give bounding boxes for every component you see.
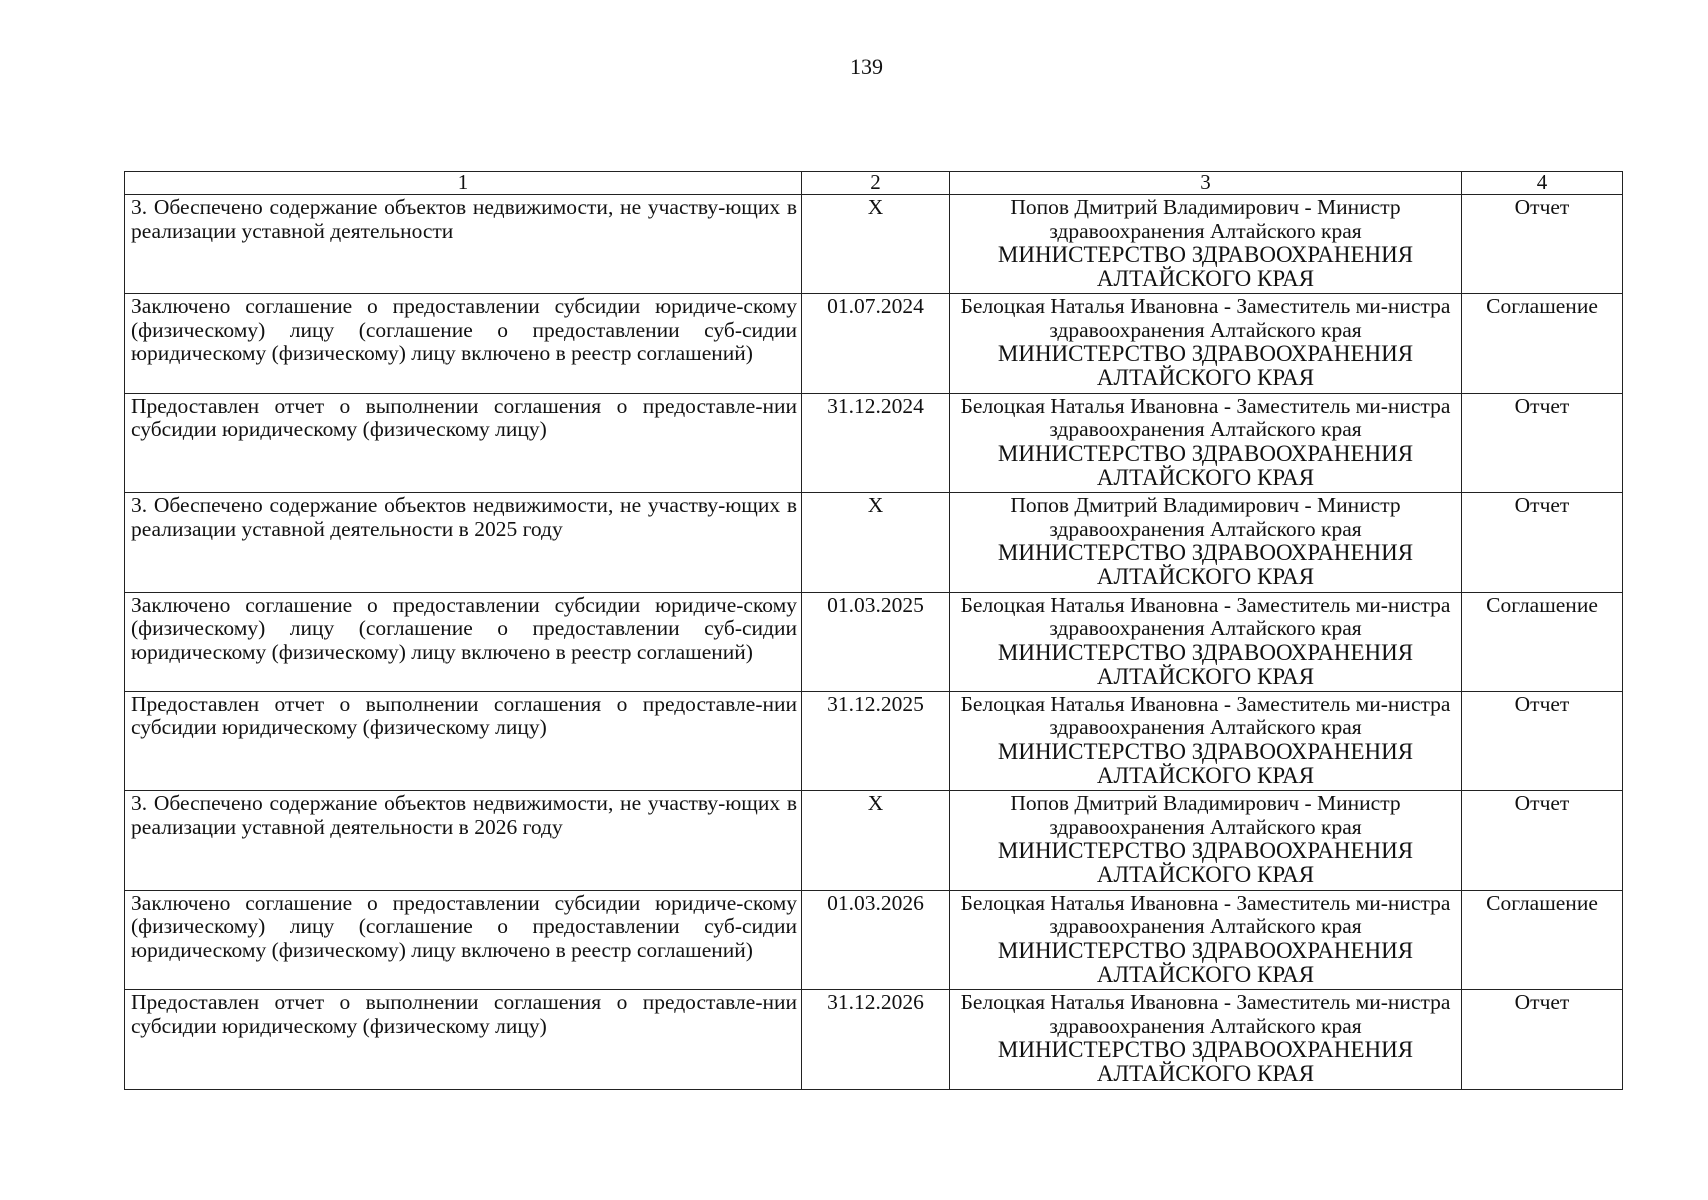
table-row <box>125 393 1623 492</box>
responsible-organization: МИНИСТЕРСТВО ЗДРАВООХРАНЕНИЯ АЛТАЙСКОГО КРАЯ <box>997 838 1414 888</box>
event-date: X <box>802 195 950 294</box>
event-description: Заключено соглашение о предоставлении субсидии юридиче-скому (физическому) лицу (соглашение о предоставлении суб-сидии юридическому (физическому) лицу включено в реестр соглашений) <box>125 890 802 989</box>
event-description: 3. Обеспечено содержание объектов недвижимости, не участву-ющих в реализации уставной деятельности в 2025 году <box>125 493 802 592</box>
responsible-cell <box>950 990 1462 1089</box>
event-date: 01.03.2026 <box>802 890 950 989</box>
event-description: Заключено соглашение о предоставлении субсидии юридиче-скому (физическому) лицу (соглашение о предоставлении суб-сидии юридическому (физическому) лицу включено в реестр соглашений) <box>125 592 802 691</box>
table-row <box>125 890 1623 989</box>
document-type: Отчет <box>1462 791 1623 890</box>
event-date: 31.12.2026 <box>802 990 950 1089</box>
responsible-person: Белоцкая Наталья Ивановна - Заместитель ми-нистра здравоохранения Алтайского края <box>960 393 1451 442</box>
table-row <box>125 990 1623 1089</box>
responsible-organization: МИНИСТЕРСТВО ЗДРАВООХРАНЕНИЯ АЛТАЙСКОГО КРАЯ <box>997 1037 1414 1087</box>
table-row <box>125 791 1623 890</box>
responsible-cell <box>950 890 1462 989</box>
page-number: 139 <box>850 54 883 79</box>
responsible-cell <box>950 195 1462 294</box>
header-cell-3: 3 <box>950 172 1462 195</box>
header-cell-1: 1 <box>125 172 802 195</box>
responsible-organization: МИНИСТЕРСТВО ЗДРАВООХРАНЕНИЯ АЛТАЙСКОГО КРАЯ <box>997 242 1414 291</box>
responsible-cell <box>950 393 1462 492</box>
table-row <box>125 294 1623 393</box>
responsible-organization: МИНИСТЕРСТВО ЗДРАВООХРАНЕНИЯ АЛТАЙСКОГО КРАЯ <box>997 540 1414 590</box>
event-description: Предоставлен отчет о выполнении соглашения о предоставле-нии субсидии юридическому (физическому лицу) <box>125 990 802 1089</box>
responsible-person: Белоцкая Наталья Ивановна - Заместитель ми-нистра здравоохранения Алтайского края <box>960 691 1451 740</box>
responsible-organization: МИНИСТЕРСТВО ЗДРАВООХРАНЕНИЯ АЛТАЙСКОГО КРАЯ <box>997 738 1414 788</box>
header-cell-2: 2 <box>802 172 950 195</box>
event-date: 31.12.2025 <box>802 691 950 790</box>
responsible-cell <box>950 592 1462 691</box>
responsible-organization: МИНИСТЕРСТВО ЗДРАВООХРАНЕНИЯ АЛТАЙСКОГО КРАЯ <box>997 639 1414 689</box>
responsible-person: Попов Дмитрий Владимирович - Министр здравоохранения Алтайского края <box>1010 791 1401 839</box>
event-description: 3. Обеспечено содержание объектов недвижимости, не участву-ющих в реализации уставной деятельности в 2026 году <box>125 791 802 890</box>
responsible-organization: МИНИСТЕРСТВО ЗДРАВООХРАНЕНИЯ АЛТАЙСКОГО КРАЯ <box>997 937 1414 987</box>
document-type: Отчет <box>1462 691 1623 790</box>
document-type: Соглашение <box>1462 592 1623 691</box>
document-type: Отчет <box>1462 393 1623 492</box>
event-date: 31.12.2024 <box>802 393 950 492</box>
header-row <box>125 172 1623 195</box>
document-type: Отчет <box>1462 493 1623 592</box>
header-cell-4: 4 <box>1462 172 1623 195</box>
table-row <box>125 493 1623 592</box>
table-row <box>125 592 1623 691</box>
event-description: Предоставлен отчет о выполнении соглашения о предоставле-нии субсидии юридическому (физическому лицу) <box>125 393 802 492</box>
event-description: 3. Обеспечено содержание объектов недвижимости, не участву-ющих в реализации уставной деятельности <box>125 195 802 294</box>
event-description: Заключено соглашение о предоставлении субсидии юридиче-скому (физическому) лицу (соглашение о предоставлении суб-сидии юридическому (физическому) лицу включено в реестр соглашений) <box>125 294 802 393</box>
event-date: X <box>802 493 950 592</box>
document-type: Соглашение <box>1462 890 1623 989</box>
event-date: 01.03.2025 <box>802 592 950 691</box>
responsible-person: Белоцкая Наталья Ивановна - Заместитель ми-нистра здравоохранения Алтайского края <box>960 294 1451 342</box>
document-type: Отчет <box>1462 990 1623 1089</box>
event-date: 01.07.2024 <box>802 294 950 393</box>
event-date: X <box>802 791 950 890</box>
document-type: Соглашение <box>1462 294 1623 393</box>
responsible-organization: МИНИСТЕРСТВО ЗДРАВООХРАНЕНИЯ АЛТАЙСКОГО КРАЯ <box>997 440 1414 490</box>
responsible-person: Белоцкая Наталья Ивановна - Заместитель ми-нистра здравоохранения Алтайского края <box>960 890 1451 939</box>
document-table <box>124 171 1623 1090</box>
responsible-cell <box>950 294 1462 393</box>
responsible-cell <box>950 493 1462 592</box>
table-row <box>125 691 1623 790</box>
responsible-cell <box>950 791 1462 890</box>
event-description: Предоставлен отчет о выполнении соглашения о предоставле-нии субсидии юридическому (физическому лицу) <box>125 691 802 790</box>
responsible-person: Попов Дмитрий Владимирович - Министр здравоохранения Алтайского края <box>1010 195 1401 243</box>
responsible-organization: МИНИСТЕРСТВО ЗДРАВООХРАНЕНИЯ АЛТАЙСКОГО КРАЯ <box>997 341 1414 391</box>
responsible-person: Попов Дмитрий Владимирович - Министр здравоохранения Алтайского края <box>1010 493 1401 541</box>
table-row <box>125 195 1623 294</box>
responsible-cell <box>950 691 1462 790</box>
responsible-person: Белоцкая Наталья Ивановна - Заместитель ми-нистра здравоохранения Алтайского края <box>960 990 1451 1038</box>
table-body <box>125 172 1623 1090</box>
document-type: Отчет <box>1462 195 1623 294</box>
responsible-person: Белоцкая Наталья Ивановна - Заместитель ми-нистра здравоохранения Алтайского края <box>960 592 1451 641</box>
